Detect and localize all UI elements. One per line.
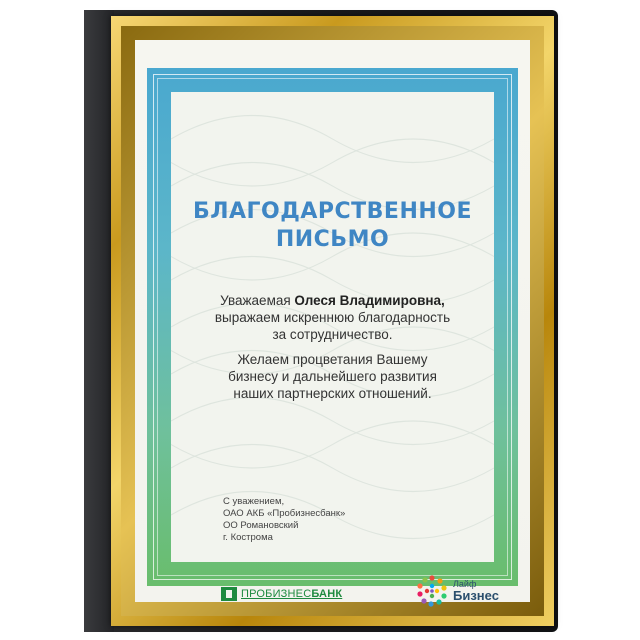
frame-inner-bevel (121, 26, 544, 616)
paragraph-gap (171, 343, 494, 351)
title-line-1: БЛАГОДАРСТВЕННОЕ (192, 199, 473, 224)
thanks-line-1: выражаем искреннюю благодарность (214, 310, 451, 325)
bank-logo-part2: БАНК (311, 588, 343, 600)
bank-logo-icon (221, 587, 237, 601)
wish-line-3: наших партнерских отношений. (233, 386, 432, 401)
gold-picture-frame (111, 16, 554, 626)
letter-body (171, 292, 494, 402)
life-logo-big: Бизнес (453, 588, 499, 603)
decorative-border (147, 68, 518, 603)
signature-block (223, 496, 345, 544)
life-business-logo (415, 574, 499, 608)
frame-backing (84, 10, 114, 632)
recipient-name: Олеся Владимировна, (294, 293, 445, 308)
probusinessbank-logo (221, 587, 342, 601)
bank-logo-text (241, 588, 342, 600)
signature-line-1: С уважением, (223, 496, 285, 507)
certificate-paper (135, 40, 530, 602)
dots-circle-icon (415, 574, 449, 608)
certificate-body (171, 92, 499, 603)
wish-line-1: Желаем процветания Вашему (237, 352, 428, 367)
life-business-text (453, 579, 499, 603)
life-logo-small: Лайф (453, 579, 477, 589)
thanks-line-2: за сотрудничество. (272, 327, 393, 342)
signature-line-4: г. Кострома (223, 532, 273, 543)
greeting-line (171, 292, 494, 309)
wish-line-2: бизнесу и дальнейшего развития (228, 369, 437, 384)
title-line-2: ПИСЬМО (275, 227, 390, 252)
signature-line-3: ОО Романовский (223, 520, 299, 531)
greeting-prefix: Уважаемая (220, 293, 295, 308)
signature-line-2: ОАО АКБ «Пробизнесбанк» (223, 508, 346, 519)
bank-logo-part1: ПРОБИЗНЕС (241, 588, 312, 600)
page-title (171, 198, 494, 254)
